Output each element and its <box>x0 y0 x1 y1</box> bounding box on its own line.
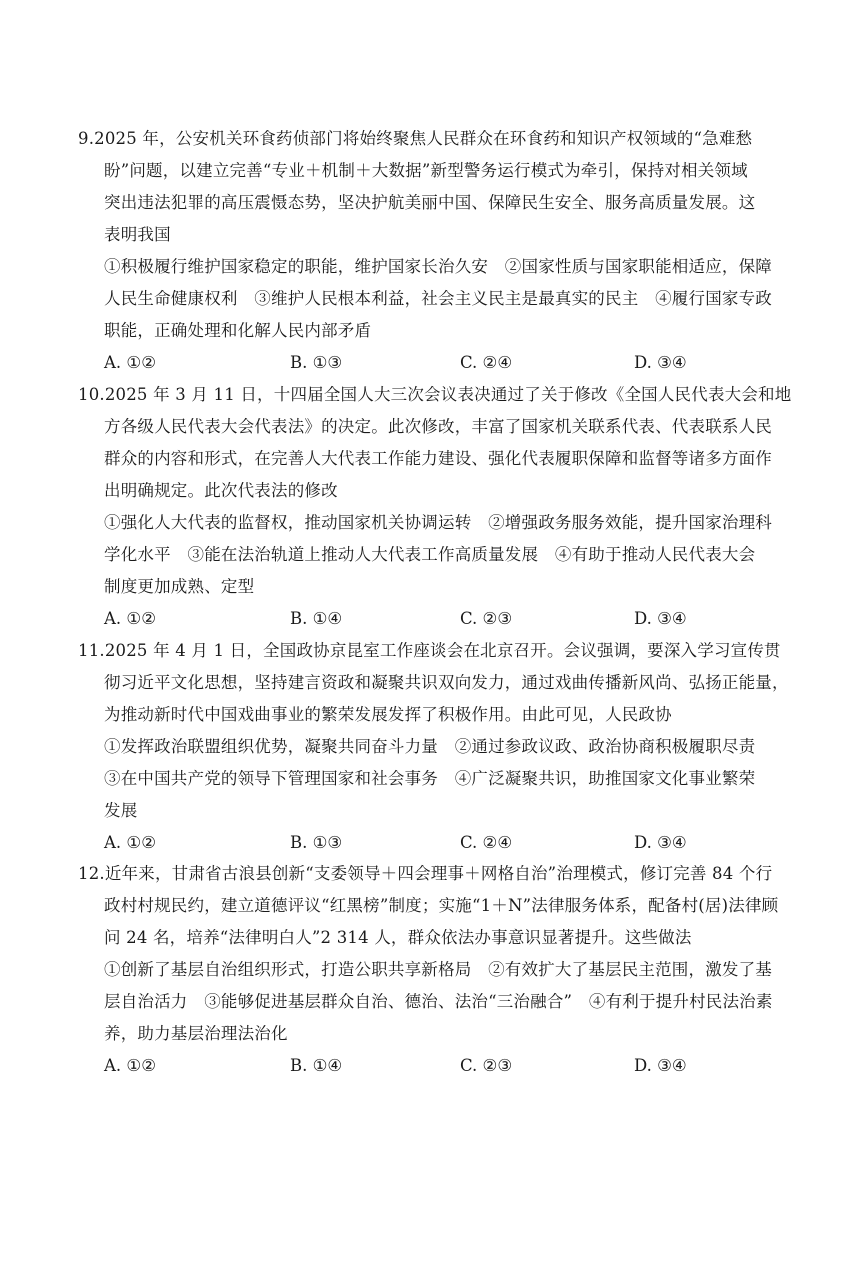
answer-choices <box>104 1050 794 1082</box>
answer-choices <box>104 347 794 379</box>
question-line: 盼”问题，以建立完善“专业＋机制＋大数据”新型警务运行模式为牵引，保持对相关领域 <box>104 161 748 180</box>
option-statement: ①发挥政治联盟组织优势，凝聚共同奋斗力量 ②通过参政议政、政治协商积极履职尽责 <box>104 737 756 756</box>
question-line: 12.近年来，甘肃省古浪县创新“支委领导＋四会理事＋网格自治”治理模式，修订完善 84 个行 <box>78 864 773 883</box>
choice-c: C. ②③ <box>460 1056 513 1075</box>
choice-a: A. ①② <box>104 1056 156 1075</box>
option-statement: 人民生命健康权利 ③维护人民根本利益，社会主义民主是最真实的民主 ④履行国家专政 <box>104 289 772 308</box>
choice-c: C. ②④ <box>460 353 513 372</box>
question-line: 为推动新时代中国戏曲事业的繁荣发展发挥了积极作用。由此可见，人民政协 <box>104 705 672 724</box>
question-line: 方各级人民代表大会代表法》的决定。此次修改，丰富了国家机关联系代表、代表联系人民 <box>104 417 772 436</box>
question-12 <box>78 858 794 1082</box>
choice-b: B. ①④ <box>290 1056 343 1075</box>
option-statement: 制度更加成熟、定型 <box>104 577 255 596</box>
question-line: 群众的内容和形式，在完善人大代表工作能力建设、强化代表履职保障和监督等诸多方面作 <box>104 449 772 468</box>
question-line: 表明我国 <box>104 225 171 244</box>
question-number: 12. <box>78 864 105 883</box>
question-10 <box>78 379 794 635</box>
option-statement: 层自治活力 ③能够促进基层群众自治、德治、法治“三治融合” ④有利于提升村民法治素 <box>104 992 773 1011</box>
choice-b: B. ①③ <box>290 353 343 372</box>
question-line: 9.2025 年，公安机关环食药侦部门将始终聚焦人民群众在环食药和知识产权领域的“急难愁 <box>78 129 753 148</box>
question-9 <box>78 123 794 379</box>
answer-choices <box>104 603 794 635</box>
choice-a: A. ①② <box>104 833 156 852</box>
question-number: 10. <box>78 385 105 404</box>
answer-choices <box>104 827 794 859</box>
choice-b: B. ①③ <box>290 833 343 852</box>
question-line: 问 24 名，培养“法律明白人”2 314 人，群众依法办事意识显著提升。这些做法 <box>104 928 692 947</box>
option-statement: ①积极履行维护国家稳定的职能，维护国家长治久安 ②国家性质与国家职能相适应，保障 <box>104 257 772 276</box>
question-line: 彻习近平文化思想，坚持建言资政和凝聚共识双向发力，通过戏曲传播新风尚、弘扬正能量， <box>104 673 789 692</box>
option-statement: ③在中国共产党的领导下管理国家和社会事务 ④广泛凝聚共识，助推国家文化事业繁荣 <box>104 769 756 788</box>
choice-a: A. ①② <box>104 609 156 628</box>
option-statement: 养，助力基层治理法治化 <box>104 1024 288 1043</box>
choice-d: D. ③④ <box>634 353 687 372</box>
option-statement: ①创新了基层自治组织形式，打造公职共享新格局 ②有效扩大了基层民主范围，激发了基 <box>104 960 772 979</box>
question-line: 10.2025 年 3 月 11 日，十四届全国人大三次会议表决通过了关于修改《全国人民代表大会和地 <box>78 385 792 404</box>
choice-d: D. ③④ <box>634 1056 687 1075</box>
question-number: 11. <box>78 641 105 660</box>
choice-d: D. ③④ <box>634 833 687 852</box>
question-number: 9. <box>78 129 95 148</box>
choice-b: B. ①④ <box>290 609 343 628</box>
question-line: 突出违法犯罪的高压震慑态势，坚决护航美丽中国、保障民生安全、服务高质量发展。这 <box>104 193 756 212</box>
option-statement: 职能，正确处理和化解人民内部矛盾 <box>104 321 372 340</box>
choice-c: C. ②④ <box>460 833 513 852</box>
choice-d: D. ③④ <box>634 609 687 628</box>
choice-a: A. ①② <box>104 353 156 372</box>
question-line: 出明确规定。此次代表法的修改 <box>104 481 338 500</box>
choice-c: C. ②③ <box>460 609 513 628</box>
option-statement: ①强化人大代表的监督权，推动国家机关协调运转 ②增强政务服务效能，提升国家治理科 <box>104 513 772 532</box>
question-11 <box>78 635 794 859</box>
option-statement: 发展 <box>104 801 138 820</box>
question-line: 11.2025 年 4 月 1 日，全国政协京昆室工作座谈会在北京召开。会议强调，要深入学习宣传贯 <box>78 641 781 660</box>
option-statement: 学化水平 ③能在法治轨道上推动人大代表工作高质量发展 ④有助于推动人民代表大会 <box>104 545 756 564</box>
question-line: 政村村规民约，建立道德评议“红黑榜”制度；实施“1＋N”法律服务体系，配备村(居)法律顾 <box>104 896 779 915</box>
